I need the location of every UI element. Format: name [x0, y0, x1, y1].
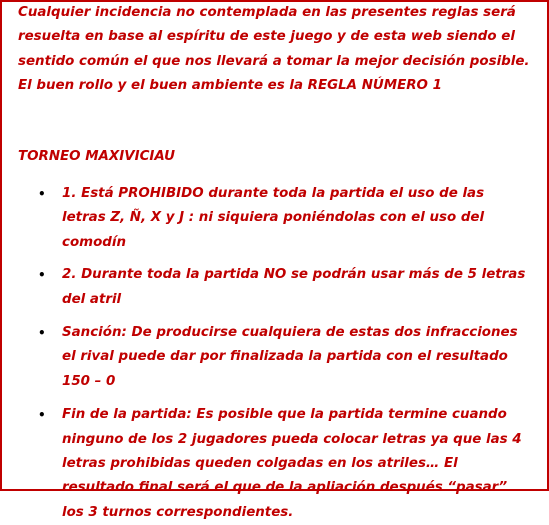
section-title: TORNEO MAXIVICIAU	[18, 149, 176, 164]
rules-list	[18, 182, 540, 525]
rule-item	[18, 182, 540, 255]
rule-item	[18, 403, 540, 525]
rule-text: Sanción: De producirse cualquiera de estas dos infracciones el rival puede dar por finalizada la partida con el resultado 150 – 0	[62, 325, 518, 389]
bullet-icon: •	[38, 187, 46, 201]
intro-paragraph: Cualquier incidencia no contemplada en las presentes reglas será resuelta en base al espíritu de este juego y de esta web siendo el sentido común el que nos llevará a tomar la mejor decisión posible. El buen rollo y el buen ambiente es la REGLA NÚMERO 1	[18, 5, 530, 94]
document-body	[18, 0, 540, 520]
rule-text: 1. Está PROHIBIDO durante toda la partida el uso de las letras Z, Ñ, X y J : ni siquiera poniéndolas con el uso del comodín	[62, 186, 485, 250]
bullet-icon: •	[38, 408, 46, 423]
rule-text: 2. Durante toda la partida NO se podrán usar más de 5 letras del atril	[62, 267, 526, 307]
rule-item	[18, 263, 540, 312]
bullet-icon: •	[38, 326, 46, 341]
rule-text: Fin de la partida: Es posible que la partida termine cuando ninguno de los 2 jugadores pueda colocar letras ya que las 4 letras prohibidas queden colgadas en los atriles… El resultado final será el que de la apliación después “pasar” los 3 turnos correspondientes.	[62, 407, 522, 520]
rule-item	[18, 321, 540, 394]
bullet-icon: •	[38, 268, 46, 283]
